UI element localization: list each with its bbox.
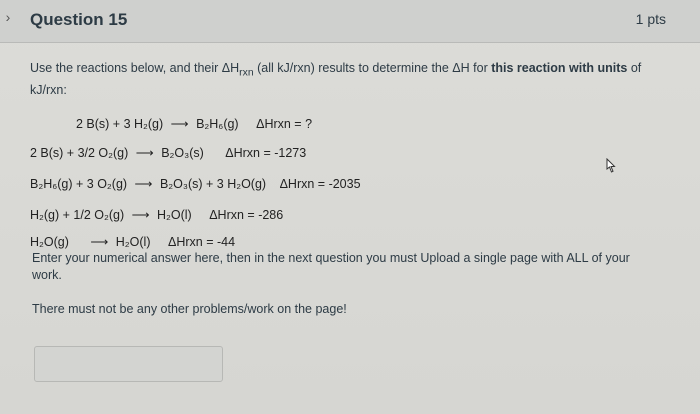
reaction-3-reactants: H₂(g) + 1/2 O₂(g) bbox=[30, 208, 125, 222]
warning-text: There must not be any other problems/work on the page! bbox=[32, 302, 347, 316]
target-dh: ΔHrxn = ? bbox=[256, 117, 313, 131]
question-header bbox=[0, 0, 700, 43]
intro-sub: rxn bbox=[239, 67, 254, 79]
reaction-2 bbox=[30, 176, 361, 191]
instructions-text: Enter your numerical answer here, then in the next question you must Upload a single page with ALL of your work. bbox=[32, 251, 630, 282]
reaction-arrow-icon: ⟶ bbox=[90, 235, 109, 249]
reaction-arrow-icon: ⟶ bbox=[135, 146, 154, 160]
reaction-2-reactants: B₂H₆(g) + 3 O₂(g) bbox=[30, 177, 128, 191]
reaction-3-dh: ΔHrxn = -286 bbox=[209, 208, 284, 222]
reaction-arrow-icon: ⟶ bbox=[170, 117, 189, 131]
collapse-arrow-icon[interactable]: › bbox=[5, 9, 11, 25]
question-body bbox=[0, 42, 700, 414]
reaction-arrow-icon: ⟶ bbox=[131, 208, 150, 222]
reaction-3-products: H₂O(l) bbox=[157, 208, 192, 222]
question-title: Question 15 bbox=[30, 10, 128, 29]
reaction-4-products: H₂O(l) bbox=[115, 235, 151, 249]
reaction-4-reactants: H₂O(g) bbox=[30, 235, 69, 249]
answer-input[interactable] bbox=[34, 346, 223, 382]
reaction-2-products: B₂O₃(s) + 3 H₂O(g) bbox=[159, 177, 267, 191]
target-reactants: 2 B(s) + 3 H₂(g) bbox=[76, 117, 164, 131]
question-intro bbox=[30, 60, 660, 99]
intro-text-2: (all kJ/rxn) results to determine the ΔH for bbox=[253, 61, 492, 75]
intro-bold: this reaction with units bbox=[491, 61, 628, 75]
reaction-4-dh: ΔHrxn = -44 bbox=[167, 235, 236, 249]
reaction-2-dh: ΔHrxn = -2035 bbox=[279, 177, 361, 191]
intro-text-3: of kJ/rxn: bbox=[30, 61, 642, 97]
target-product: B₂H₆(g) bbox=[196, 117, 239, 131]
reaction-arrow-icon: ⟶ bbox=[134, 177, 153, 191]
reaction-1-dh: ΔHrxn = -1273 bbox=[225, 146, 307, 160]
intro-text-1: Use the reactions below, and their ΔH bbox=[30, 61, 240, 75]
mouse-cursor-icon bbox=[604, 158, 618, 174]
reaction-3 bbox=[30, 207, 283, 222]
question-points: 1 pts bbox=[635, 11, 666, 27]
reaction-1 bbox=[30, 145, 306, 160]
reaction-4 bbox=[30, 234, 235, 249]
reaction-1-reactants: 2 B(s) + 3/2 O₂(g) bbox=[30, 146, 129, 160]
target-reaction bbox=[76, 116, 312, 131]
reaction-1-products: B₂O₃(s) bbox=[161, 146, 204, 160]
